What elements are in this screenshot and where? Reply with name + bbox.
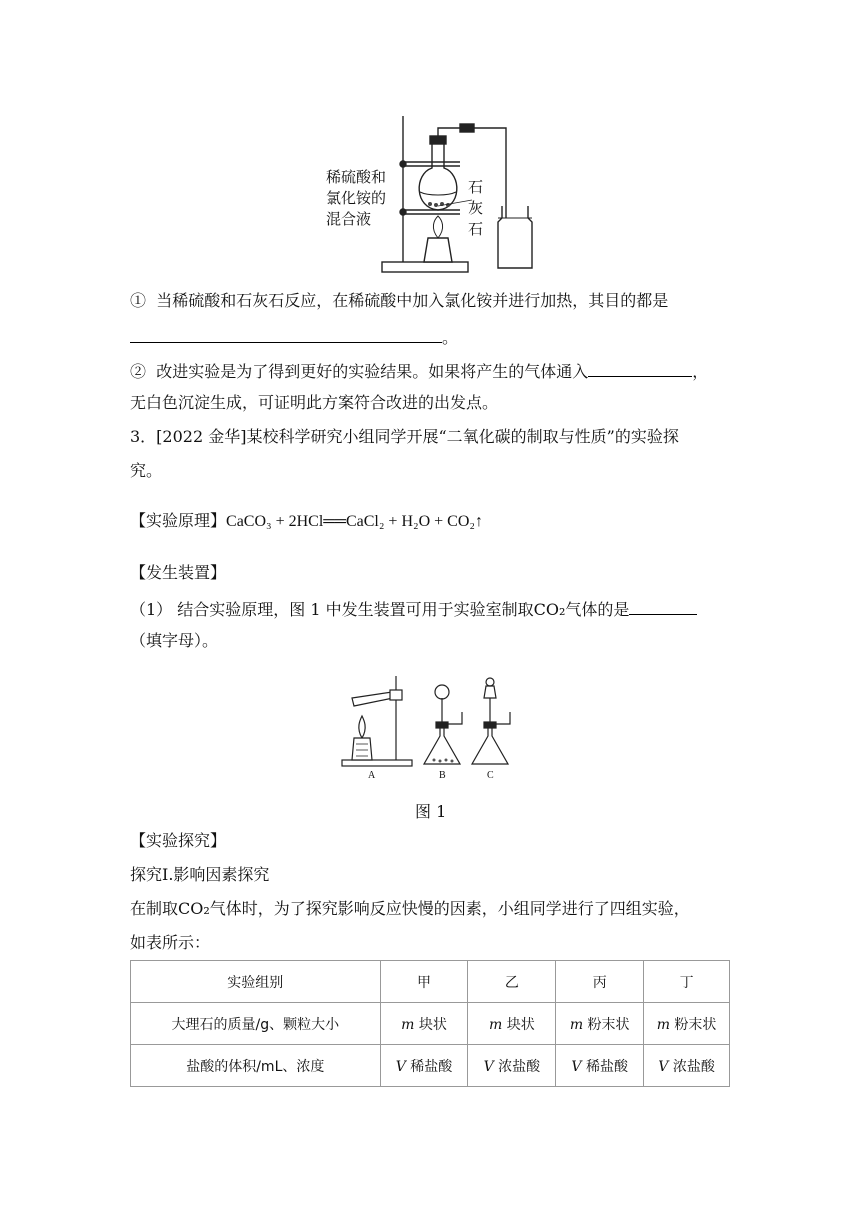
table-row bbox=[131, 1003, 730, 1045]
principle-heading: 【实验原理】 bbox=[130, 511, 227, 530]
label-char: 灰 bbox=[468, 201, 484, 217]
variable: V bbox=[571, 1058, 582, 1075]
device-b-flask bbox=[424, 726, 460, 764]
device-c-label: C bbox=[487, 770, 494, 781]
table-row-label: 大理石的质量/g、颗粒大小 bbox=[131, 1003, 381, 1045]
device-a-label: A bbox=[368, 770, 376, 781]
collecting-bottle bbox=[498, 206, 532, 268]
table-cell bbox=[644, 1003, 730, 1045]
table-header-cell: 实验组别 bbox=[131, 961, 381, 1003]
cell-text: 粉末状 bbox=[669, 1016, 717, 1033]
device-question-1-line2: （填字母）。 bbox=[130, 631, 219, 650]
table-row bbox=[131, 1045, 730, 1087]
stand-base bbox=[382, 262, 468, 272]
question-marker: ① bbox=[130, 291, 147, 310]
cell-text: 块状 bbox=[502, 1016, 535, 1033]
variable: m bbox=[569, 1016, 584, 1033]
answer-blank[interactable] bbox=[588, 358, 692, 377]
device-a-base bbox=[342, 760, 412, 766]
question-circle-1 bbox=[130, 290, 668, 312]
table-row-label: 盐酸的体积/mL、浓度 bbox=[131, 1045, 381, 1087]
cell-text: 浓盐酸 bbox=[668, 1058, 715, 1075]
period: 。 bbox=[442, 328, 459, 347]
variable: m bbox=[488, 1016, 503, 1033]
device-heading: 【发生装置】 bbox=[130, 563, 227, 582]
variable: V bbox=[483, 1058, 494, 1075]
label-line: 稀硫酸和 bbox=[326, 170, 387, 186]
variable: m bbox=[656, 1016, 670, 1033]
label-line: 氯化铵的 bbox=[326, 191, 387, 207]
label-line: 混合液 bbox=[326, 212, 372, 228]
variable: V bbox=[395, 1058, 406, 1075]
question-text: （1） 结合实验原理，图 1 中发生装置可用于实验室制取CO₂气体的是 bbox=[130, 600, 630, 619]
cell-text: 粉末状 bbox=[583, 1016, 630, 1033]
device-a-test-tube bbox=[352, 692, 393, 706]
table-cell bbox=[644, 1045, 730, 1087]
table-header-cell: 甲 bbox=[380, 961, 468, 1003]
device-a-burner bbox=[352, 738, 372, 760]
table-cell bbox=[468, 1003, 556, 1045]
round-flask bbox=[419, 142, 457, 210]
label-char: 石 bbox=[468, 180, 484, 196]
figure-1-caption: 图 1 bbox=[415, 802, 447, 821]
device-c-flask bbox=[472, 726, 508, 764]
answer-blank[interactable] bbox=[130, 324, 442, 343]
cell-text: 块状 bbox=[414, 1016, 447, 1033]
alcohol-burner bbox=[424, 238, 452, 262]
explore-sub-heading: 探究Ⅰ.影响因素探究 bbox=[130, 865, 270, 884]
question-circle-1-answer bbox=[130, 324, 458, 349]
question-3-line2: 究。 bbox=[130, 461, 163, 480]
comma: ， bbox=[692, 362, 709, 381]
chemical-equation: CaCO₃ + 2HCl══CaCl₂ + H₂O + CO₂↑ bbox=[226, 513, 483, 530]
device-question-1 bbox=[130, 596, 697, 621]
cell-text: 稀盐酸 bbox=[581, 1058, 628, 1075]
question-text: 改进实验是为了得到更好的实验结果。如果将产生的气体通入 bbox=[156, 362, 589, 381]
table-header-cell: 乙 bbox=[468, 961, 556, 1003]
question-text: 当稀硫酸和石灰石反应，在稀硫酸中加入氯化铵并进行加热，其目的都是 bbox=[156, 291, 669, 310]
explore-text-line2: 如表所示： bbox=[130, 933, 211, 952]
explore-heading: 【实验探究】 bbox=[130, 831, 227, 850]
table-cell bbox=[556, 1003, 644, 1045]
answer-blank[interactable] bbox=[629, 596, 697, 615]
apparatus-left-label bbox=[326, 168, 386, 231]
table-cell bbox=[468, 1045, 556, 1087]
explore-text-line1: 在制取CO₂气体时，为了探究影响反应快慢的因素，小组同学进行了四组实验， bbox=[130, 899, 690, 918]
device-b-label: B bbox=[439, 770, 446, 781]
table-header-row bbox=[131, 961, 730, 1003]
table-header-cell: 丙 bbox=[556, 961, 644, 1003]
apparatus-right-label bbox=[468, 178, 483, 241]
table-header-cell: 丁 bbox=[644, 961, 730, 1003]
variable: V bbox=[658, 1058, 669, 1075]
question-3-line1: 3．[2022 金华]某校科学研究小组同学开展“二氧化碳的制取与性质”的实验探 bbox=[130, 427, 679, 446]
principle bbox=[130, 510, 483, 533]
question-marker: ② bbox=[130, 362, 147, 381]
table-cell bbox=[380, 1003, 468, 1045]
question-circle-2-line2: 无白色沉淀生成，可证明此方案符合改进的出发点。 bbox=[130, 393, 499, 412]
cell-text: 稀盐酸 bbox=[405, 1058, 453, 1075]
experiment-table bbox=[130, 960, 730, 1087]
question-circle-2 bbox=[130, 358, 708, 383]
label-char: 石 bbox=[468, 222, 484, 238]
table-cell bbox=[380, 1045, 468, 1087]
cell-text: 浓盐酸 bbox=[493, 1058, 541, 1075]
figure-1-apparatus bbox=[336, 668, 516, 784]
variable: m bbox=[401, 1016, 415, 1033]
table-cell bbox=[556, 1045, 644, 1087]
